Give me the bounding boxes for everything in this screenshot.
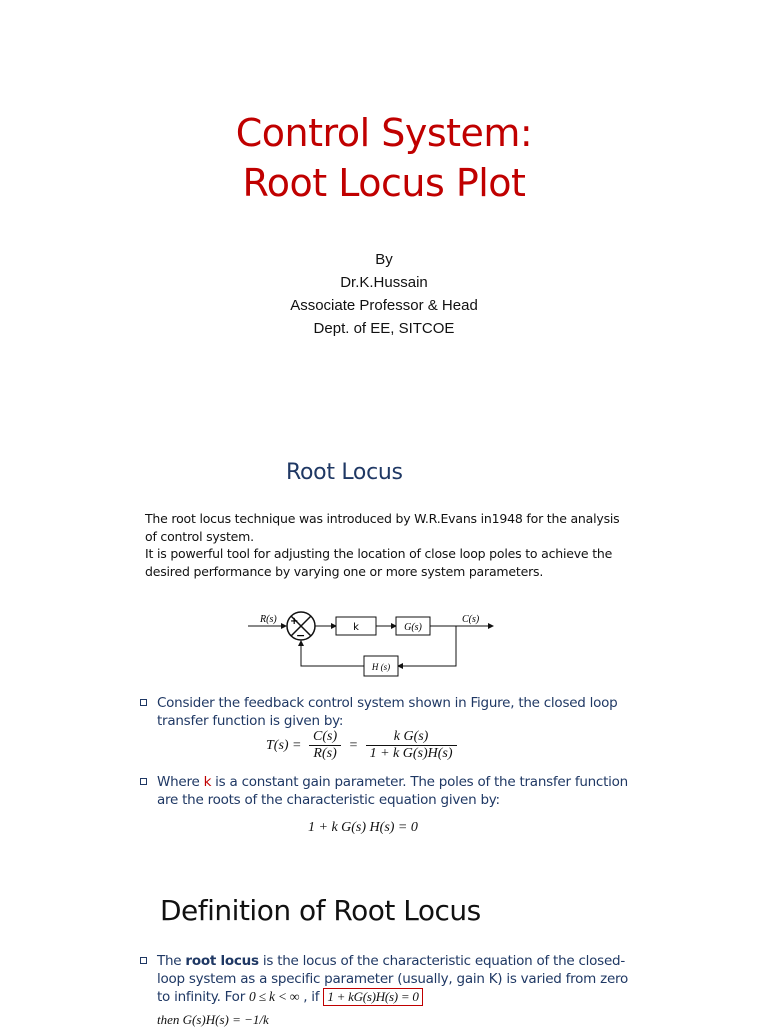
frac2-numerator: k G(s) <box>366 729 457 746</box>
feedback-path-out <box>301 641 364 666</box>
bullet-square-icon <box>140 778 147 785</box>
input-label: R(s) <box>260 614 277 625</box>
bullet2-suffix: is a constant gain parameter. The poles of the transfer function are the roots of the characteristic equation given by: <box>157 774 628 808</box>
minus-sign: − <box>296 629 306 642</box>
intro-text <box>145 510 625 580</box>
intro-paragraph-1: The root locus technique was introduced by W.R.Evans in1948 for the analysis of control system. <box>145 511 620 544</box>
intro-paragraph-2: It is powerful tool for adjusting the location of close loop poles to achieve the desired performance by varying one or more system parameters. <box>145 546 613 579</box>
fraction-kg-over-char <box>366 729 457 762</box>
feedback-label: H (s) <box>371 662 391 672</box>
def-if: , if <box>299 989 324 1005</box>
bullet-closed-loop <box>140 694 640 730</box>
def-middle: is the locus of the characteristic equation of the closed-loop system as a specific parameter (usually, gain K) is varied from zero to infinity. For <box>157 953 629 1005</box>
bullet-definition <box>140 952 640 1006</box>
definition-slide <box>0 860 768 1027</box>
gain-range: 0 ≤ k < ∞ <box>249 989 300 1004</box>
block-diagram <box>248 600 498 680</box>
author-by: By <box>375 251 393 268</box>
presentation-title <box>0 108 768 208</box>
author-name: Dr.K.Hussain <box>340 274 428 291</box>
bullet-closed-loop-text: Consider the feedback control system shown in Figure, the closed loop transfer function is given by: <box>157 695 618 729</box>
feedback-block <box>364 656 398 676</box>
bullet-square-icon <box>140 699 147 706</box>
characteristic-equation: 1 + k G(s) H(s) = 0 <box>308 820 418 835</box>
bullet-gain-parameter-text <box>157 773 640 809</box>
bullet-definition-text <box>157 952 640 1006</box>
frac2-denominator: 1 + k G(s)H(s) <box>369 746 453 761</box>
title-line-2: Root Locus Plot <box>242 161 526 205</box>
author-position: Associate Professor & Head <box>290 297 478 314</box>
frac1-numerator: C(s) <box>309 729 341 746</box>
bullet-gain-parameter <box>140 773 640 809</box>
plus-sign: + <box>290 616 299 627</box>
plant-block <box>396 617 430 635</box>
definition-heading: Definition of Root Locus <box>160 894 481 927</box>
summing-junction <box>287 612 315 642</box>
root-locus-heading: Root Locus <box>286 460 403 485</box>
frac1-denominator: R(s) <box>313 746 337 761</box>
author-department: Dept. of EE, SITCOE <box>313 320 455 337</box>
output-label: C(s) <box>462 614 480 625</box>
title-line-1: Control System: <box>235 111 533 155</box>
gain-k-highlight: k <box>203 774 212 790</box>
plant-label: G(s) <box>404 622 422 633</box>
root-locus-slide <box>0 440 768 840</box>
equals-sign: = <box>348 737 359 753</box>
root-locus-bold: root locus <box>185 953 259 969</box>
bullet2-prefix: Where <box>157 774 204 790</box>
gain-block <box>336 617 376 635</box>
boxed-characteristic-equation: 1 + kG(s)H(s) = 0 <box>323 988 422 1006</box>
transfer-function-equation <box>262 729 492 771</box>
cut-off-line: then G(s)H(s) = −1/k <box>157 1012 269 1027</box>
def-prefix: The <box>157 953 186 969</box>
transfer-lhs: T(s) = <box>266 737 302 753</box>
gain-label: k <box>353 622 359 633</box>
bullet-square-icon <box>140 957 147 964</box>
author-block <box>0 248 768 340</box>
title-slide <box>0 0 768 440</box>
fraction-c-over-r <box>309 729 341 762</box>
